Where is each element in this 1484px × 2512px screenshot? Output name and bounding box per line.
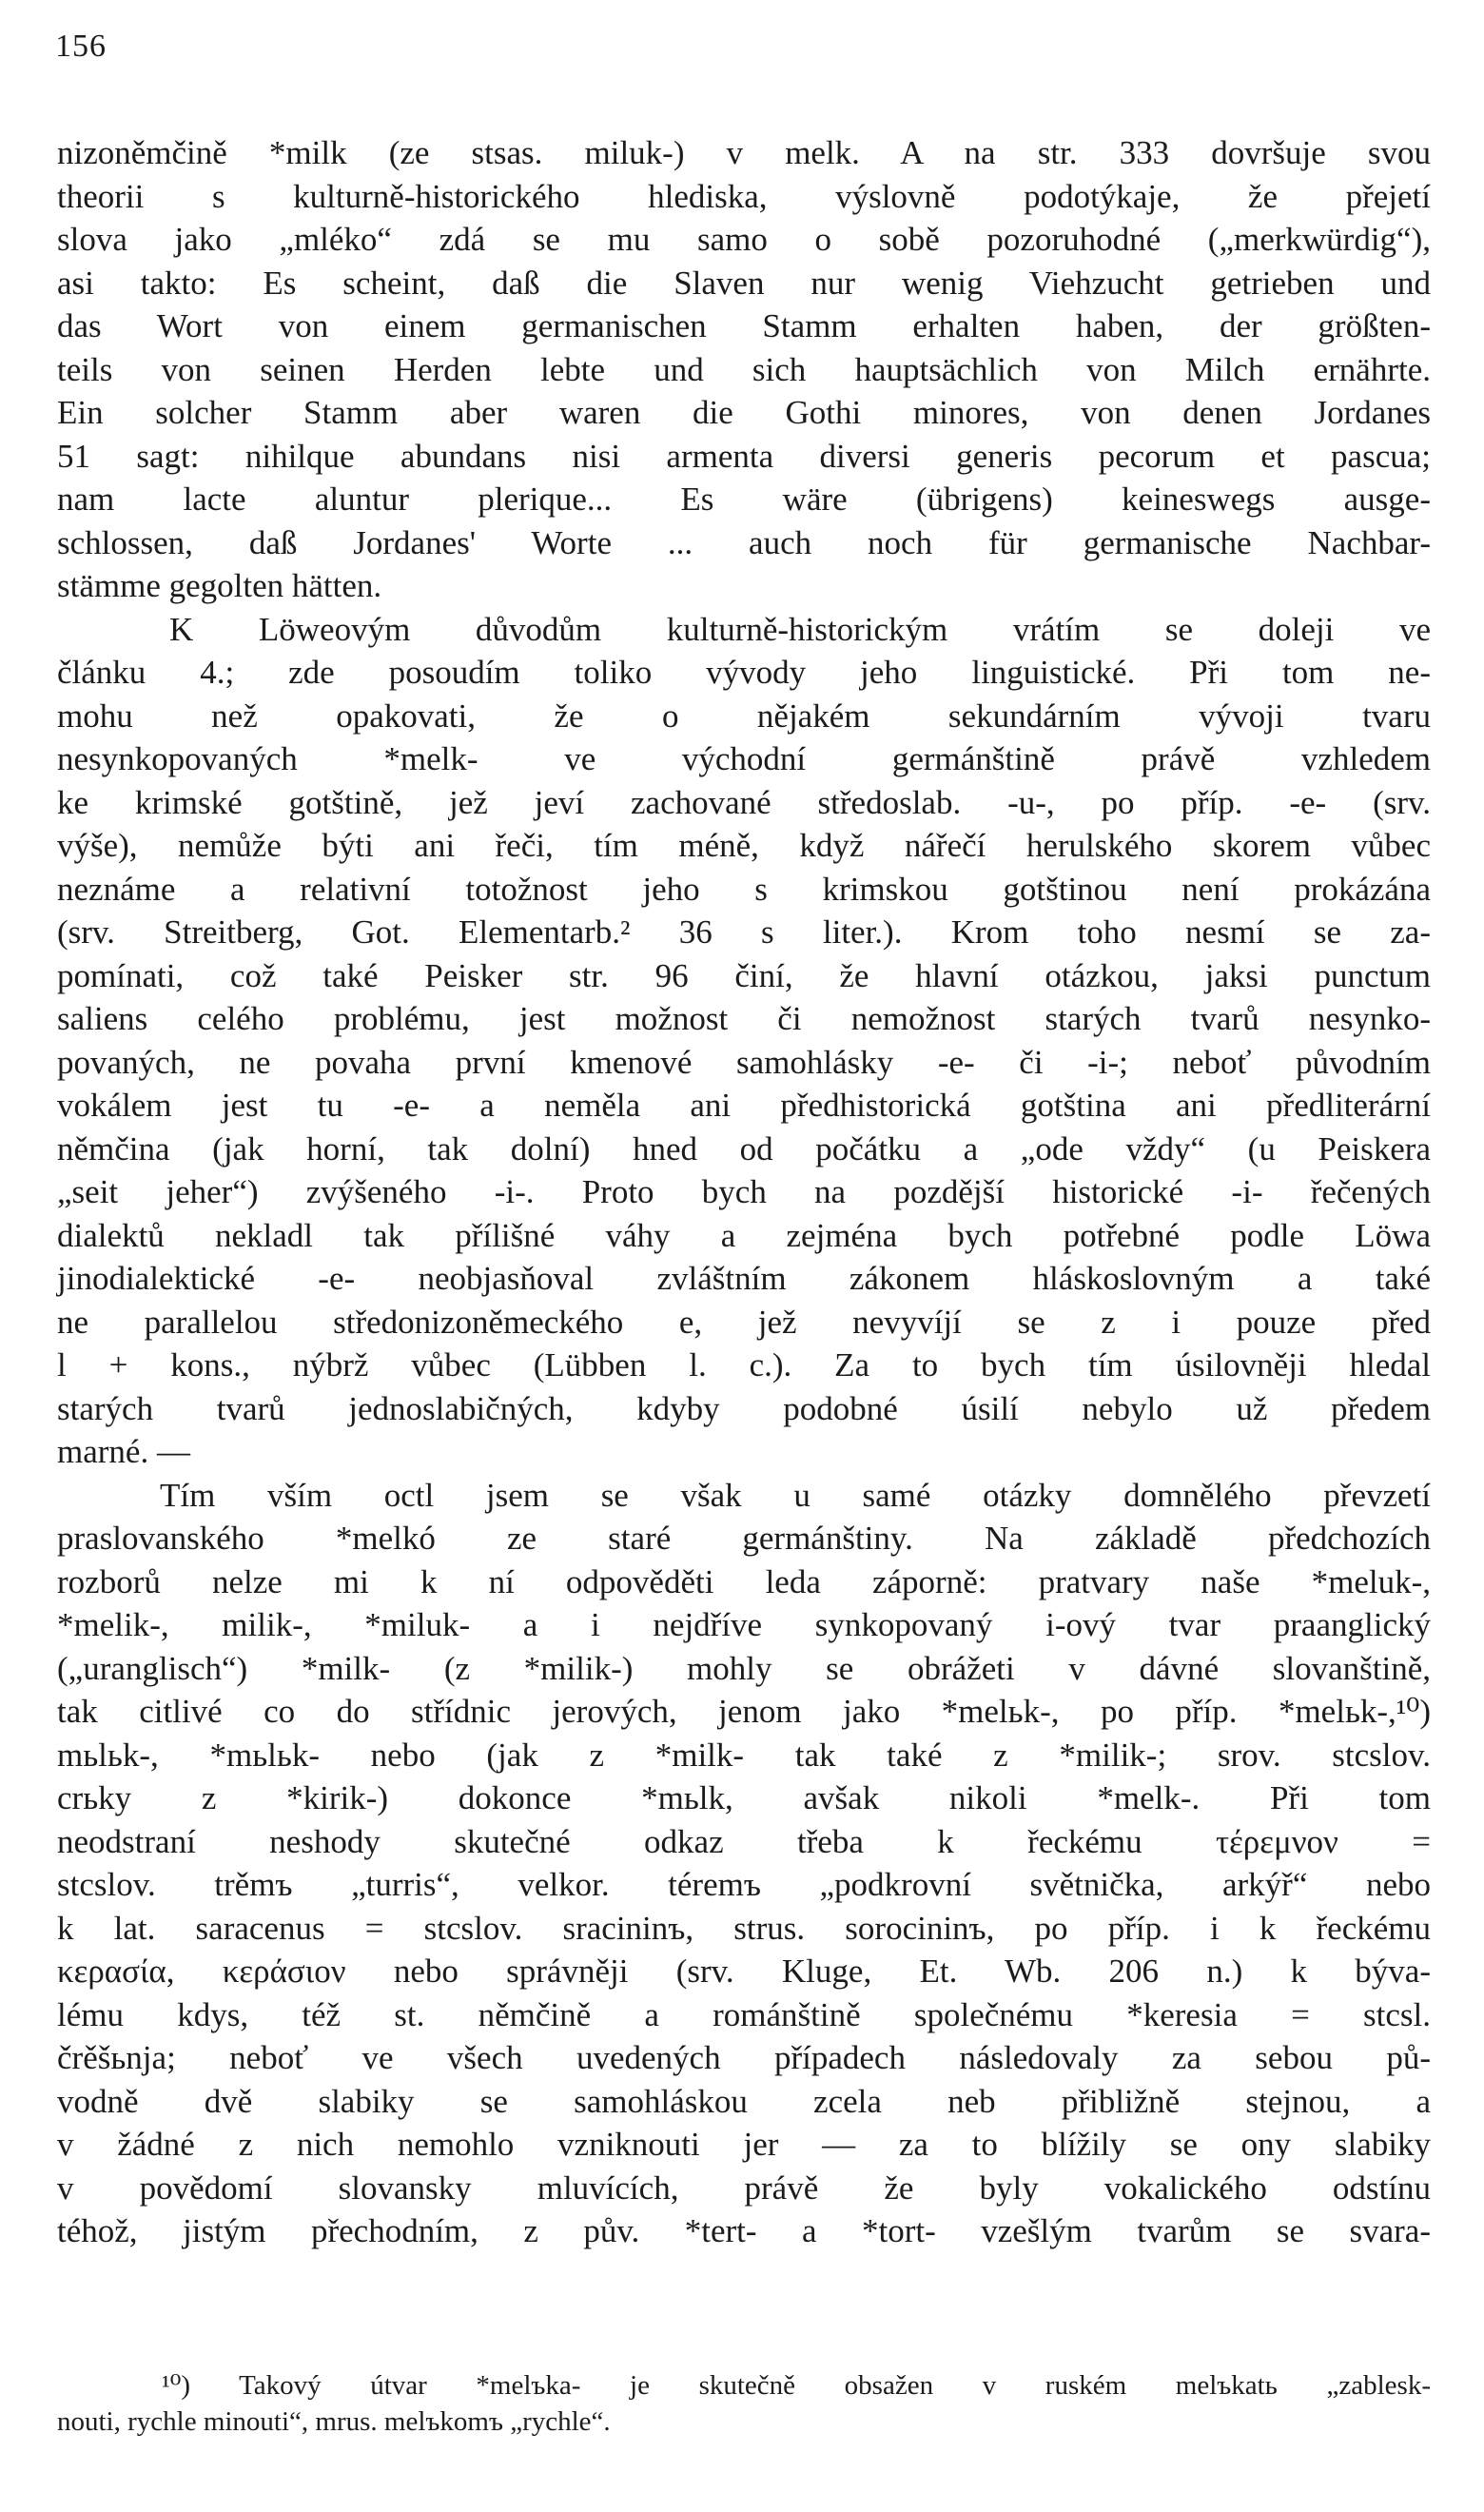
text-line: teils von seinen Herden lebte und sich hauptsächlich von Milch ernährte. — [57, 350, 1431, 388]
text-line: 51 sagt: nihilque abundans nisi armenta diversi generis pecorum et pascua; — [57, 437, 1431, 475]
text-line: výše), nemůže býti ani řeči, tím méně, když nářečí herulského skorem vůbec — [57, 827, 1431, 864]
text-line: téhož, jistým přechodním, z pův. *tert- a *tort- vzešlým tvarům se svara- — [57, 2212, 1431, 2249]
paragraph-1 — [57, 131, 1431, 608]
text-line: stämme gegolten hätten. — [57, 567, 382, 604]
text-line: dialektů nekladl tak přílišné váhy a zejména bych potřebné podle Löwa — [57, 1216, 1431, 1254]
text-line: stcslov. trěmъ „turris“, velkor. téremъ „podkrovní světnička, arkýř“ nebo — [57, 1866, 1431, 1903]
text-line: theorii s kulturně-historického hlediska, výslovně podotýkaje, že přejetí — [57, 177, 1431, 215]
text-line: slova jako „mléko“ zdá se mu samo o sobě pozoruhodné („merkwürdig“), — [57, 221, 1431, 258]
text-line: článku 4.; zde posoudím toliko vývody jeho linguistické. Při tom ne- — [57, 654, 1431, 691]
text-line: saliens celého problému, jest možnost či nemožnost starých tvarů nesynko- — [57, 1000, 1431, 1037]
text-line: tak citlivé co do střídnic jerových, jenom jako *melьk-, po příp. *melьk-,¹⁰) — [57, 1693, 1431, 1730]
text-line: neodstraní neshody skutečné odkaz třeba k řeckému τέρεμνον = — [57, 1822, 1431, 1860]
text-line: asi takto: Es scheint, daß die Slaven nur wenig Viehzucht getrieben und — [57, 264, 1431, 302]
text-line: črěšьnja; neboť ve všech uvedených případech následovaly za sebou pů- — [57, 2039, 1431, 2076]
text-line: mohu než opakovati, že o nějakém sekundárním vývoji tvaru — [57, 697, 1431, 735]
text-line: němčina (jak horní, tak dolní) hned od počátku a „ode vždy“ (u Peiskera — [57, 1129, 1431, 1168]
text-line: K Löweovým důvodům kulturně-historickým vrátím se doleji ve — [169, 610, 1431, 648]
body-text — [57, 131, 1431, 2253]
text-line: vodně dvě slabiky se samohláskou zcela neb přibližně stejnou, a — [57, 2082, 1431, 2120]
text-line: Ein solcher Stamm aber waren die Gothi minores, von denen Jordanes — [57, 394, 1431, 431]
text-line: praslovanského *melkó ze staré germánštiny. Na základě předchozích — [57, 1520, 1431, 1557]
text-line: l + kons., nýbrž vůbec (Lübben l. c.). Za to bych tím úsilovněji hledal — [57, 1346, 1431, 1384]
text-line: ne parallelou středonizoněmeckého e, jež nevyvíjí se z i pouze před — [57, 1303, 1431, 1341]
text-line: pomínati, což také Peisker str. 96 činí, že hlavní otázkou, jaksi punctum — [57, 956, 1431, 994]
text-line: ke krimské gotštině, jež jeví zachované středoslab. -u-, po příp. -e- (srv. — [57, 783, 1431, 821]
text-line: marné. — — [57, 1433, 190, 1470]
footnote — [57, 2367, 1431, 2440]
text-line: („uranglisch“) *milk- (z *milik-) mohly se obrážeti v dávné slovanštině, — [57, 1649, 1431, 1687]
text-line: „seit jeher“) zvýšeného -i-. Proto bych na pozdější historické -i- řečených — [57, 1173, 1431, 1210]
footnote-line: nouti, rychle minouti“, mrus. melъkomъ „rychle“. — [57, 2406, 611, 2437]
footnote-line: ¹⁰) Takový útvar *melъka- je skutečně obsažen v ruském melъkatь „zablesk- — [162, 2370, 1431, 2401]
text-line: nizoněmčině *milk (ze stsas. miluk-) v melk. A na str. 333 dovršuje svou — [57, 134, 1431, 171]
text-line: v povědomí slovansky mluvících, právě že byly vokalického odstínu — [57, 2169, 1431, 2207]
text-line: das Wort von einem germanischen Stamm erhalten haben, der größten- — [57, 307, 1431, 344]
text-line: vokálem jest tu -e- a neměla ani předhistorická gotština ani předliterární — [57, 1087, 1431, 1124]
text-line: *melik-, milik-, *miluk- a i nejdříve synkopovaný i-ový tvar praanglický — [57, 1606, 1431, 1643]
text-line: Tím vším octl jsem se však u samé otázky domnělého převzetí — [160, 1476, 1431, 1514]
text-line: starých tvarů jednoslabičných, kdyby podobné úsilí nebylo už předem — [57, 1389, 1431, 1427]
page-number: 156 — [55, 29, 107, 64]
text-line: povaných, ne povaha první kmenové samohlásky -e- či -i-; neboť původním — [57, 1043, 1431, 1081]
text-line: jinodialektické -e- neobjasňoval zvláštním zákonem hláskoslovným a také — [57, 1260, 1431, 1297]
text-line: schlossen, daß Jordanes' Worte ... auch noch für germanische Nachbar- — [57, 523, 1431, 561]
text-line: nesynkopovaných *melk- ve východní germánštině právě vzhledem — [57, 740, 1431, 777]
text-line: κερασία, κεράσιον nebo správněji (srv. Kluge, Et. Wb. 206 n.) k býva- — [57, 1953, 1431, 1990]
paragraph-2 — [57, 608, 1431, 1474]
text-line: (srv. Streitberg, Got. Elementarb.² 36 s liter.). Krom toho nesmí se za- — [57, 913, 1431, 951]
text-line: rozborů nelze mi k ní odpověděti leda záporně: pratvary naše *meluk-, — [57, 1562, 1431, 1600]
text-line: crьky z *kirik-) dokonce *mьlk, avšak nikoli *melk-. Při tom — [57, 1779, 1431, 1816]
text-line: lému kdys, též st. němčině a románštině společnému *keresia = stcsl. — [57, 1995, 1431, 2033]
text-line: neznáme a relativní totožnost jeho s krimskou gotštinou není prokázána — [57, 870, 1431, 908]
paragraph-3 — [57, 1474, 1431, 2253]
text-line: k lat. saracenus = stcslov. sracininъ, strus. sorocininъ, po příp. i k řeckému — [57, 1909, 1431, 1947]
text-line: v žádné z nich nemohlo vzniknouti jer — za to blížily se ony slabiky — [57, 2126, 1431, 2163]
text-line: nam lacte aluntur plerique... Es wäre (übrigens) keineswegs ausge- — [57, 481, 1431, 518]
text-line: mьlьk-, *mьlьk- nebo (jak z *milk- tak také z *milik-; srov. stcslov. — [57, 1736, 1431, 1774]
